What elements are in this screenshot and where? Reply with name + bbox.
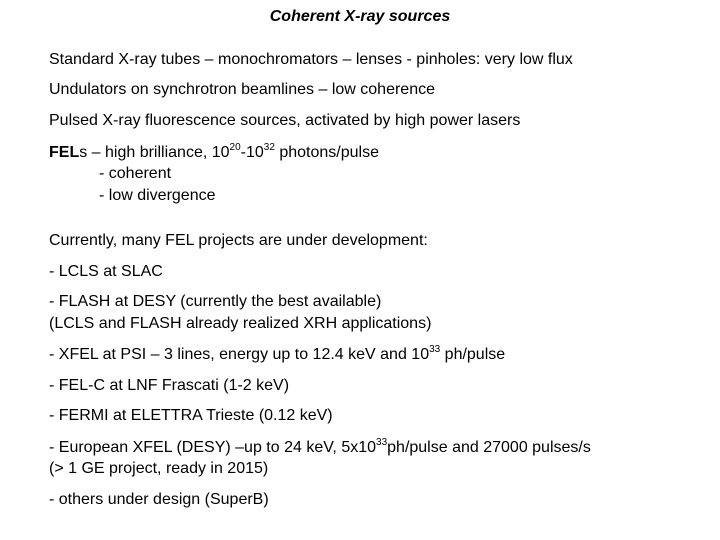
projects-intro: Currently, many FEL projects are under development: [49, 232, 428, 249]
fel-exp-1: 20 [229, 142, 241, 153]
xfel-psi-text-b: ph/pulse [440, 346, 506, 363]
project-european-xfel-note: (> 1 GE project, ready in 2015) [49, 460, 269, 477]
slide-title: Coherent X-ray sources [269, 8, 451, 25]
fel-point-divergence: - low divergence [99, 187, 216, 204]
fel-text-c: photons/pulse [274, 144, 379, 161]
line-pulsed-sources: Pulsed X-ray fluorescence sources, activated by high power lasers [49, 112, 521, 129]
project-lcls: - LCLS at SLAC [49, 263, 163, 280]
fel-text-a: s – high brilliance, 10 [79, 144, 230, 161]
line-fels [49, 143, 379, 163]
project-others: - others under design (SuperB) [49, 491, 269, 508]
euxfel-text-a: - European XFEL (DESY) –up to 24 keV, 5x10 [49, 439, 377, 456]
fel-text-b: -10 [240, 144, 264, 161]
euxfel-text-b: ph/pulse and 27000 pulses/s [387, 439, 591, 456]
project-flash: - FLASH at DESY (currently the best available) [49, 293, 382, 310]
fel-point-coherent: - coherent [99, 165, 172, 182]
fel-abbr: FEL [49, 144, 80, 161]
xfel-psi-exp: 33 [429, 344, 441, 355]
project-fel-c: - FEL-C at LNF Frascati (1-2 keV) [49, 377, 290, 394]
project-european-xfel [49, 438, 591, 458]
line-xray-tubes: Standard X-ray tubes – monochromators – lenses - pinholes: very low flux [49, 51, 573, 68]
line-undulators: Undulators on synchrotron beamlines – low coherence [49, 81, 435, 98]
project-flash-note: (LCLS and FLASH already realized XRH applications) [49, 315, 432, 332]
xfel-psi-text-a: - XFEL at PSI – 3 lines, energy up to 12.4 keV and 10 [49, 346, 430, 363]
project-fermi: - FERMI at ELETTRA Trieste (0.12 keV) [49, 407, 333, 424]
fel-exp-2: 32 [263, 142, 275, 153]
euxfel-exp: 33 [376, 437, 388, 448]
project-xfel-psi [49, 345, 505, 365]
